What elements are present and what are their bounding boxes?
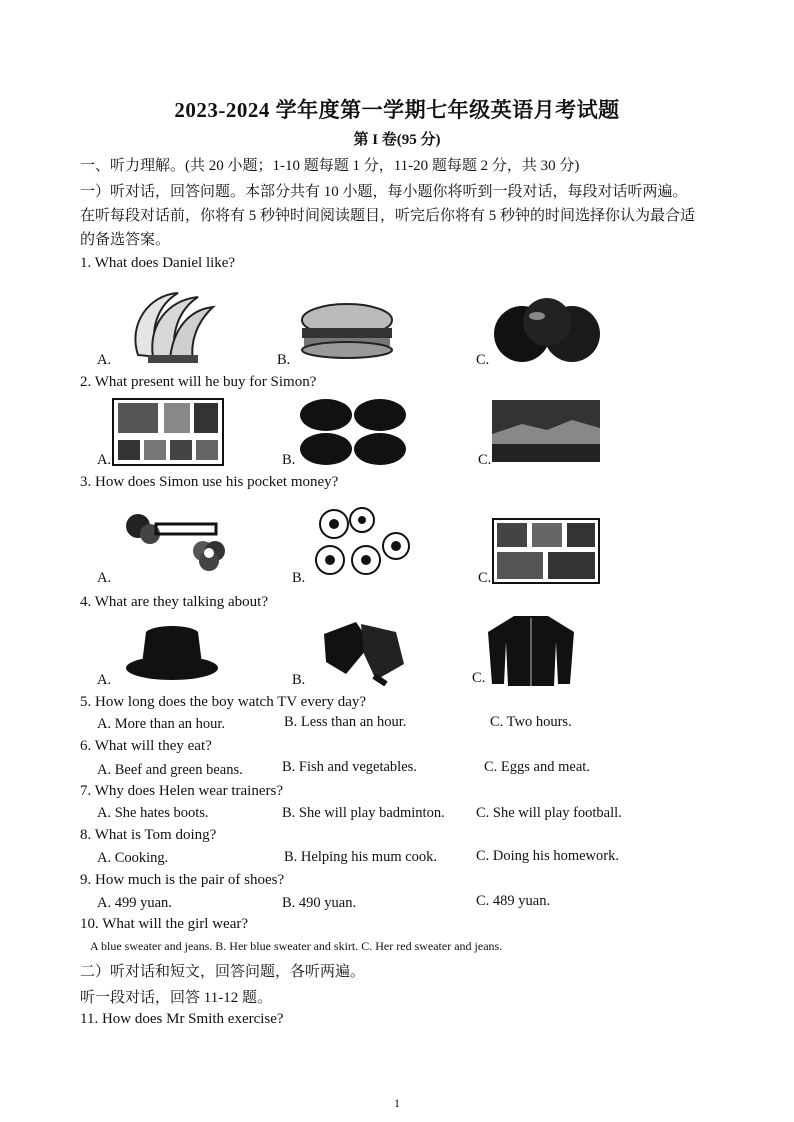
- option-label: B.: [277, 352, 291, 368]
- footballs-icon: [298, 398, 408, 466]
- option-label: B.: [292, 570, 306, 586]
- section-heading: 一、听力理解。(共 20 小题；1-10 题每题 1 分，11-20 题每题 2 分，共 30 分): [80, 158, 580, 174]
- question-text: 8. What is Tom doing?: [80, 827, 217, 843]
- stamps-icon: [492, 518, 600, 584]
- option-label: C.: [478, 452, 492, 468]
- option-label: A.: [97, 452, 112, 468]
- option-label: B.: [292, 672, 306, 688]
- jacket-icon: [484, 612, 578, 688]
- options-line: A blue sweater and jeans. B. Her blue sweater and skirt. C. Her red sweater and jeans.: [90, 939, 503, 953]
- question-text: 10. What will the girl wear?: [80, 916, 249, 932]
- option-label: A.: [97, 352, 112, 368]
- instruction-line: 的备选答案。: [80, 232, 171, 248]
- flowers-icon: [118, 506, 228, 576]
- page-number: 1: [394, 1096, 400, 1110]
- option-a: A. She hates boots.: [97, 805, 209, 821]
- question-text: 6. What will they eat?: [80, 738, 212, 754]
- question-text: 5. How long does the boy watch TV every day?: [80, 694, 367, 710]
- option-a: A. 499 yuan.: [97, 895, 172, 911]
- bananas-icon: [118, 285, 218, 367]
- option-label: C.: [472, 670, 486, 686]
- question-text: 3. How does Simon use his pocket money?: [80, 474, 339, 490]
- section-heading: 二）听对话和短文，回答问题，各听两遍。: [80, 964, 366, 980]
- gloves-icon: [316, 614, 412, 686]
- question-text: 2. What present will he buy for Simon?: [80, 374, 317, 390]
- option-label: A.: [97, 570, 112, 586]
- question-text: 4. What are they talking about?: [80, 594, 268, 610]
- option-b: B. 490 yuan.: [282, 895, 357, 911]
- option-label: B.: [282, 452, 296, 468]
- option-c: C. Two hours.: [490, 714, 572, 730]
- option-a: A. Beef and green beans.: [97, 762, 243, 778]
- option-label: C.: [476, 352, 490, 368]
- page-title: 2023-2024 学年度第一学期七年级英语月考试题: [174, 98, 620, 122]
- question-text: 9. How much is the pair of shoes?: [80, 872, 285, 888]
- option-c: C. 489 yuan.: [476, 893, 551, 909]
- option-label: C.: [478, 570, 492, 586]
- option-b: B. Fish and vegetables.: [282, 759, 417, 775]
- option-c: C. Eggs and meat.: [484, 759, 590, 775]
- option-b: B. She will play badminton.: [282, 805, 445, 821]
- instruction-line: 一）听对话，回答问题。本部分共有 10 小题，每小题你将听到一段对话，每段对话听两遍。: [80, 184, 688, 200]
- option-a: A. Cooking.: [97, 850, 169, 866]
- option-c: C. She will play football.: [476, 805, 622, 821]
- hamburger-icon: [292, 300, 402, 362]
- option-a: A. More than an hour.: [97, 716, 226, 732]
- option-b: B. Less than an hour.: [284, 714, 407, 730]
- instruction-line: 在听每段对话前，你将有 5 秒钟时间阅读题目，听完后你将有 5 秒钟的时间选择你认为最合适: [80, 208, 696, 224]
- option-b: B. Helping his mum cook.: [284, 849, 438, 865]
- painting-icon: [492, 400, 600, 462]
- instruction-line: 听一段对话，回答 11-12 题。: [80, 990, 272, 1006]
- hat-icon: [124, 624, 220, 682]
- page-subtitle: 第 I 卷(95 分): [353, 132, 441, 148]
- option-label: A.: [97, 672, 112, 688]
- stamps-icon: [112, 398, 224, 466]
- question-text: 1. What does Daniel like?: [80, 255, 236, 271]
- question-text: 7. Why does Helen wear trainers?: [80, 783, 283, 799]
- footballs-icon: [312, 506, 412, 578]
- question-text: 11. How does Mr Smith exercise?: [80, 1011, 284, 1027]
- apples-icon: [492, 296, 604, 366]
- option-c: C. Doing his homework.: [476, 848, 619, 864]
